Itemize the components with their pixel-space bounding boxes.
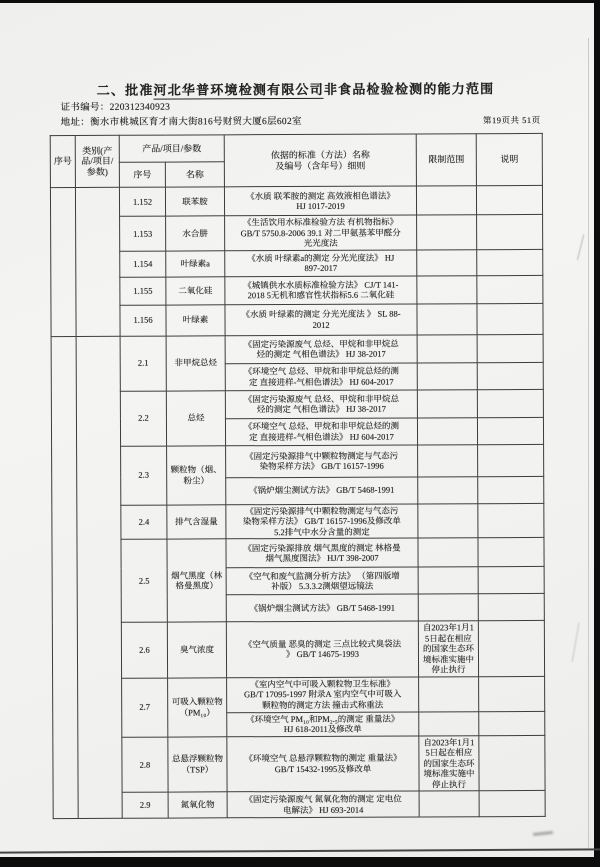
item-name-cell: 总烃 [166, 390, 225, 445]
item-no-cell: 1.152 [119, 187, 165, 216]
item-name-cell: 臭气浓度 [167, 622, 226, 678]
certificate-number-line [61, 99, 171, 113]
item-name-cell: 二氧化硅 [166, 276, 225, 304]
item-no-cell: 1.155 [120, 277, 166, 305]
standard-cell: 《空气和废气监测分析方法》 （第四版增 补版） 5.3.3.2测烟望远镜法 [226, 567, 418, 595]
page-indicator: 第19页共 51页 [482, 114, 541, 126]
standard-cell: 《固定污染源废气 氮氧化物的测定 定电位 电解法》 HJ 693-2014 [227, 791, 419, 818]
note-cell [478, 444, 544, 476]
col-header-category: 类别(产品/项目/参数) [75, 135, 119, 187]
table-row [51, 389, 543, 419]
standard-cell: 《固定污染源排放 烟气黑度的测定 林格曼 烟气黑度图法》 HJ/T 398-2007 [226, 538, 418, 568]
item-no-cell: 2.2 [120, 391, 166, 446]
limit-cell [417, 303, 477, 334]
standard-cell: 《环境空气 总烃、甲烷和非甲烷总烃的测 定 直接进样-气相色谱法》 HJ 604-2017 [225, 362, 417, 390]
limit-cell [417, 334, 477, 362]
limit-cell [417, 362, 477, 389]
standard-cell: 《城镇供水水质标准检验方法》 CJ/T 141- 2018 5无机和感官性状指标5.6 二氧化硅 [225, 275, 417, 304]
table-row [53, 790, 545, 818]
certificate-number: 220312340923 [109, 102, 171, 113]
col-header-limit: 限制范围 [416, 134, 476, 186]
table-row [52, 537, 544, 568]
standard-cell: 《室内空气中可吸入颗粒物卫生标准》 GB/T 17095-1997 附录A 室内空气中可吸入 颗粒物的测定方法 撞击式称重法 [227, 676, 419, 712]
title-prefix: 二、批准 [96, 82, 154, 98]
limit-cell [417, 215, 477, 250]
section-seq-cell [50, 187, 76, 336]
limit-cell [417, 275, 477, 303]
limit-cell [419, 676, 479, 711]
col-header-product: 产品/项目/参数 [119, 135, 224, 162]
item-name-cell: 非甲烷总烃 [166, 335, 225, 390]
note-cell [477, 334, 543, 362]
title-suffix: 非食品检验检测的能力范围 [323, 81, 495, 97]
limit-cell [417, 249, 477, 275]
standard-cell: 《环境空气 总悬浮颗粒物的测定 重量法》 GB/T 15432-1995及修改单 [227, 735, 419, 791]
note-cell [479, 735, 545, 791]
capability-table [50, 133, 546, 819]
standard-cell: 《水质 联苯胺的测定 高效液相色谱法》 HJ 1017-2019 [224, 186, 416, 216]
note-cell [477, 389, 543, 417]
col-header-seq: 序号 [50, 135, 75, 187]
address-label: 地址： [60, 117, 91, 129]
item-name-cell: 联苯胺 [165, 187, 224, 216]
standard-cell: 《固定污染源排气中颗粒物测定与气态污 染物采样方法》 GB/T 16157-1996及修改单 5.2排气中水分含量的测定 [226, 503, 418, 538]
item-no-cell: 2.5 [121, 539, 167, 622]
standard-cell: 《锅炉烟尘测试方法》 GB/T 5468-1991 [226, 594, 418, 622]
table-row [51, 214, 543, 251]
scanned-paper [0, 3, 594, 857]
table-header-row [50, 133, 542, 162]
item-name-cell: 叶绿素 [166, 304, 225, 335]
note-cell [479, 711, 545, 735]
note-cell [477, 362, 543, 389]
item-name-cell: 颗粒物（烟、粉尘） [167, 445, 226, 504]
table-row [50, 185, 542, 216]
standard-cell: 《固定污染源废气 总烃、甲烷和非甲烷总 烃的测定 气相色谱法》 HJ 38-2017 [225, 334, 417, 363]
note-cell [478, 503, 544, 538]
item-no-cell: 2.9 [122, 792, 168, 818]
limit-cell [416, 186, 476, 215]
document-content [0, 2, 596, 859]
standard-cell: 《空气质量 恶臭的测定 三点比较式臭袋法 》 GB/T 14675-1993 [226, 621, 418, 677]
note-cell [477, 214, 543, 249]
limit-cell [419, 711, 479, 735]
limit-cell [418, 538, 478, 567]
table-row [52, 620, 544, 678]
table-row [51, 334, 543, 364]
note-cell [478, 566, 544, 593]
item-no-cell: 2.8 [122, 737, 168, 793]
table-row [52, 444, 544, 478]
address-line [61, 113, 302, 128]
standard-cell: 《环境空气 PM₁₀和PM₂.₅的测定 重量法》 HJ 618-2011及修改单 [227, 711, 419, 736]
limit-cell [419, 791, 479, 817]
section-category-cell [75, 187, 120, 336]
item-name-cell: 氮氧化物 [168, 792, 227, 818]
address-text: 衡水市桃城区育才南大街816号财贸大厦6层602室 [90, 116, 302, 128]
table-row [53, 735, 545, 793]
col-header-standard: 依据的标准（方法）名称 及编号（含年号）细则 [224, 134, 416, 187]
standard-cell: 《水质 叶绿素a的测定 分光光度法》 HJ 897-2017 [225, 249, 417, 276]
item-no-cell: 2.6 [121, 622, 167, 678]
item-name-cell: 烟气黑度（林格曼黑度） [167, 539, 226, 622]
item-no-cell: 1.156 [120, 305, 166, 336]
note-cell [477, 417, 543, 444]
table-row [52, 503, 544, 540]
standard-cell: 《生活饮用水标准检验方法 有机物指标》 GB/T 5750.8-2006 39.1 对二甲氨基苯甲醛分 光光度法 [225, 215, 417, 250]
item-no-cell: 1.153 [120, 216, 166, 251]
standard-cell: 《固定污染源废气 总烃、甲烷和非甲烷总 烃的测定 气相色谱法》 HJ 38-2017 [225, 389, 417, 418]
limit-cell [417, 389, 477, 417]
limit-cell [417, 417, 477, 444]
item-no-cell: 2.4 [121, 505, 167, 540]
item-no-cell: 2.7 [122, 678, 168, 737]
limit-cell [418, 444, 478, 476]
standard-cell: 《锅炉烟尘测试方法》 GB/T 5468-1991 [226, 476, 418, 504]
page-title [0, 78, 593, 100]
note-cell [477, 303, 543, 334]
note-cell [478, 620, 544, 676]
certificate-label: 证书编号： [60, 102, 110, 114]
item-name-cell: 水合肼 [166, 216, 225, 251]
note-cell [477, 275, 543, 303]
limit-cell [418, 503, 478, 538]
item-name-cell: 排气含湿量 [167, 504, 226, 539]
limit-cell: 自2023年1月15日起在相应的国家生态环境标准实施中停止执行 [419, 735, 479, 791]
title-company-underlined: 河北华普环境检测有限公司 [153, 81, 324, 98]
table-row [51, 275, 543, 305]
note-cell [478, 593, 544, 620]
table-row [51, 303, 543, 336]
note-cell [479, 790, 545, 816]
item-no-cell: 1.154 [120, 251, 166, 277]
section-seq-cell [51, 336, 78, 819]
item-name-cell: 可吸入颗粒物（PM₁₀） [168, 677, 227, 736]
note-cell [479, 676, 545, 711]
limit-cell [418, 567, 478, 594]
limit-cell [418, 594, 478, 621]
limit-cell: 自2023年1月15日起在相应的国家生态环境标准实施中停止执行 [418, 621, 478, 677]
note-cell [478, 537, 544, 566]
note-cell [477, 249, 543, 275]
standard-cell: 《固定污染源排气中颗粒物测定与气态污 染物采样方法》 GB/T 16157-1996 [226, 444, 418, 477]
standard-cell: 《水质 叶绿素的测定 分光光度法 》 SL 88- 2012 [225, 303, 417, 335]
note-cell [476, 185, 542, 214]
col-header-note: 说明 [476, 133, 542, 185]
scan-edge-top [0, 0, 600, 3]
section-category-cell [76, 336, 122, 819]
item-name-cell: 叶绿素a [166, 250, 225, 276]
col-header-sub-seq: 序号 [119, 162, 165, 187]
item-no-cell: 2.1 [120, 336, 166, 391]
note-cell [478, 476, 544, 503]
item-no-cell: 2.3 [121, 446, 167, 505]
col-header-sub-name: 名称 [165, 162, 224, 187]
table-row [53, 676, 545, 713]
item-name-cell: 总悬浮颗粒物（TSP） [168, 736, 227, 792]
limit-cell [418, 476, 478, 503]
table-row [51, 249, 543, 277]
page-edge-crease [588, 38, 589, 848]
standard-cell: 《环境空气 总烃、甲烷和非甲烷总烃的测 定 直接进样-气相色谱法》 HJ 604-2017 [225, 417, 417, 445]
